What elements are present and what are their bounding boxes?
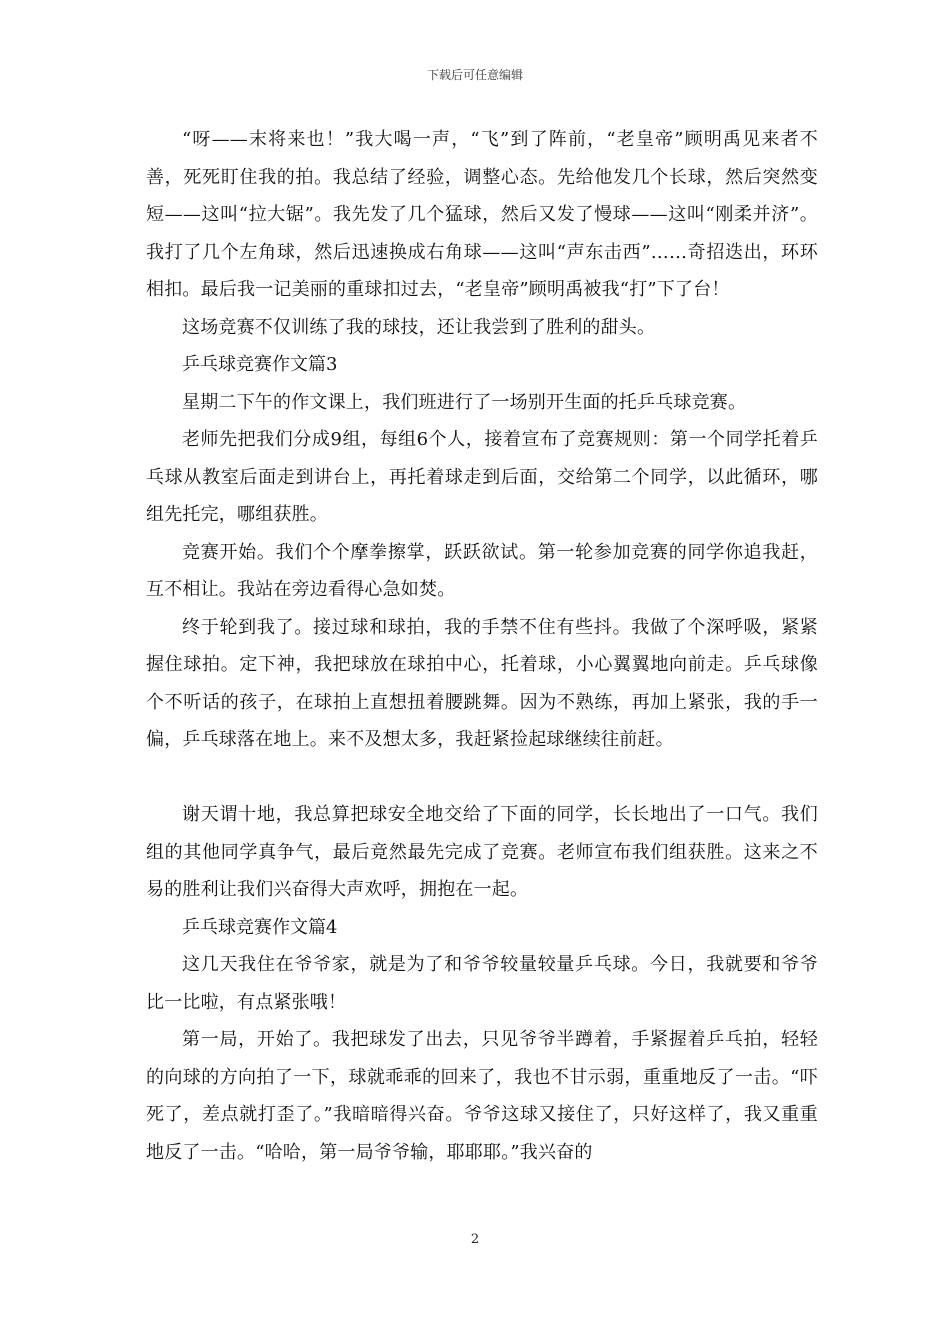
paragraph-5: 竞赛开始。我们个个摩拳擦掌，跃跃欲试。第一轮参加竞赛的同学你追我赶，互不相让。我站在旁边看得心急如焚。	[146, 541, 818, 600]
page-number: 2	[470, 1232, 480, 1247]
paragraph-6: 终于轮到我了。接过球和球拍，我的手禁不住有些抖。我做了个深呼吸，紧紧握住球拍。定下神，我把球放在球拍中心，托着球，小心翼翼地向前走。乒乓球像个不听话的孩子，在球拍上直想扭着腰跳舞。因为不熟练，再加上紧张，我的手一偏，乒乓球落在地上。来不及想太多，我赶紧捡起球继续往前赶。	[146, 616, 818, 750]
paragraph-9: 第一局，开始了。我把球发了出去，只见爷爷半蹲着，手紧握着乒乓拍，轻轻的向球的方向拍了一下，球就乖乖的回来了，我也不甘示弱，重重地反了一击。“吓死了，差点就打歪了。”我暗暗得兴奋。爷爷这球又接住了，只好这样了，我又重重地反了一击。“哈哈，第一局爷爷输，耶耶耶。”我兴奋的	[146, 1029, 818, 1163]
paragraph-2: 这场竞赛不仅训练了我的球技，还让我尝到了胜利的甜头。	[182, 316, 656, 338]
paragraph-7: 谢天谓十地，我总算把球安全地交给了下面的同学，长长地出了一口气。我们组的其他同学真争气，最后竟然最先完成了竞赛。老师宣布我们组获胜。这来之不易的胜利让我们兴奋得大声欢呼，拥抱在一起。	[146, 804, 818, 900]
paragraph-8: 这几天我住在爷爷家，就是为了和爷爷较量较量乒乓球。今日，我就要和爷爷比一比啦，有点紧张哦！	[146, 954, 818, 1013]
section-heading-3: 乒乓球竞赛作文篇3	[182, 354, 338, 375]
document-body	[146, 121, 818, 1171]
page-header: 下载后可任意编辑	[426, 68, 523, 82]
blank-line	[146, 759, 818, 797]
section-heading-4: 乒乓球竞赛作文篇4	[182, 916, 338, 938]
paragraph-3: 星期二下午的作文课上，我们班进行了一场别开生面的托乒乓球竞赛。	[182, 391, 747, 413]
paragraph-4: 老师先把我们分成9组，每组6个人，接着宣布了竞赛规则：第一个同学托着乒乓球从教室后面走到讲台上，再托着球走到后面，交给第二个同学，以此循环，哪组先托完，哪组获胜。	[146, 429, 818, 525]
paragraph-1: “呀——末将来也！”我大喝一声，“飞”到了阵前，“老皇帝”顾明禹见来者不善，死死盯住我的拍。我总结了经验，调整心态。先给他发几个长球，然后突然变短——这叫“拉大锯”。我先发了几个猛球，然后又发了慢球——这叫“刚柔并济”。我打了几个左角球，然后迅速换成右角球——这叫“声东击西”……奇招迭出，环环相扣。最后我一记美丽的重球扣过去，“老皇帝”顾明禹被我“打”下了台！	[146, 129, 818, 300]
